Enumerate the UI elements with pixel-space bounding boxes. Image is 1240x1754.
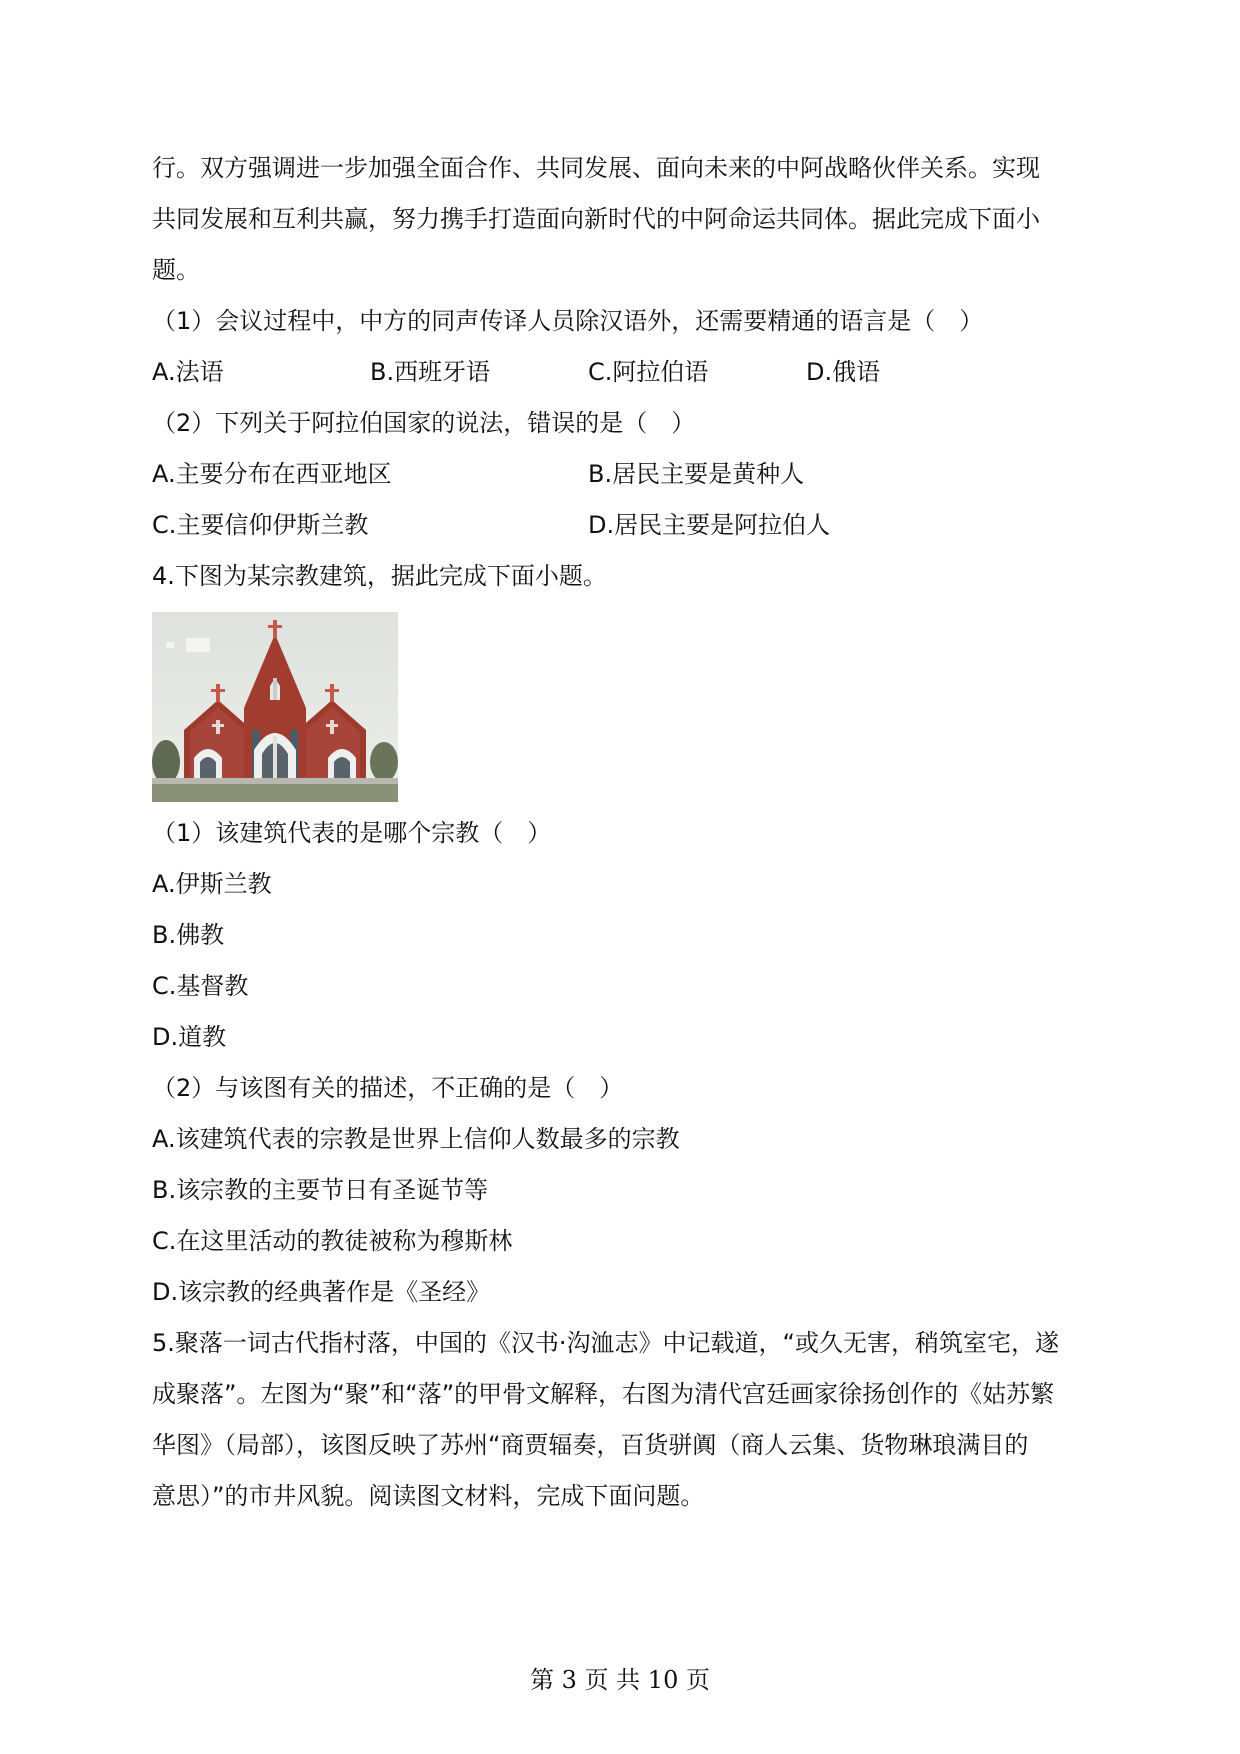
q3-2-option-a: A.主要分布在西亚地区	[152, 460, 392, 488]
q4-2-option-d: D.该宗教的经典著作是《圣经》	[152, 1278, 491, 1306]
q5-line-4: 意思）”的市井风貌。阅读图文材料，完成下面问题。	[152, 1482, 705, 1510]
q3-1-option-b: B.西班牙语	[370, 358, 491, 386]
church-illustration	[152, 612, 398, 802]
intro-line-3: 题。	[152, 256, 200, 284]
church-photo	[152, 612, 398, 802]
q4-1-stem: （1）该建筑代表的是哪个宗教（ ）	[152, 819, 552, 847]
q3-2-option-d: D.居民主要是阿拉伯人	[588, 511, 831, 539]
q3-1-option-d: D.俄语	[806, 358, 881, 386]
q3-1-option-a: A.法语	[152, 358, 224, 386]
q3-2-stem: （2）下列关于阿拉伯国家的说法，错误的是（ ）	[152, 409, 696, 437]
q5-line-1: 5.聚落一词古代指村落，中国的《汉书·沟洫志》中记载道，“或久无害，稍筑室宅，遂	[152, 1329, 1059, 1357]
intro-line-2: 共同发展和互利共赢，努力携手打造面向新时代的中阿命运共同体。据此完成下面小	[152, 205, 1040, 233]
page-footer: 第 3 页 共 10 页	[530, 1666, 710, 1694]
q4-2-stem: （2）与该图有关的描述，不正确的是（ ）	[152, 1074, 624, 1102]
q4-stem: 4.下图为某宗教建筑，据此完成下面小题。	[152, 562, 607, 590]
q3-1-stem: （1）会议过程中，中方的同声传译人员除汉语外，还需要精通的语言是（ ）	[152, 307, 984, 335]
q4-2-option-c: C.在这里活动的教徒被称为穆斯林	[152, 1227, 513, 1255]
q4-1-option-c: C.基督教	[152, 972, 249, 1000]
q4-2-option-a: A.该建筑代表的宗教是世界上信仰人数最多的宗教	[152, 1125, 680, 1153]
q4-1-option-a: A.伊斯兰教	[152, 870, 272, 898]
intro-line-1: 行。双方强调进一步加强全面合作、共同发展、面向未来的中阿战略伙伴关系。实现	[152, 154, 1040, 182]
q4-1-option-d: D.道教	[152, 1023, 227, 1051]
q5-line-2: 成聚落”。左图为“聚”和“落”的甲骨文解释，右图为清代宫廷画家徐扬创作的《姑苏繁	[152, 1380, 1055, 1408]
q3-2-option-b: B.居民主要是黄种人	[588, 460, 805, 488]
q4-1-option-b: B.佛教	[152, 921, 225, 949]
q3-1-option-c: C.阿拉伯语	[588, 358, 709, 386]
q5-line-3: 华图》（局部），该图反映了苏州“商贾辐奏，百货骈阗（商人云集、货物琳琅满目的	[152, 1431, 1029, 1459]
q3-2-option-c: C.主要信仰伊斯兰教	[152, 511, 369, 539]
q4-2-option-b: B.该宗教的主要节日有圣诞节等	[152, 1176, 489, 1204]
